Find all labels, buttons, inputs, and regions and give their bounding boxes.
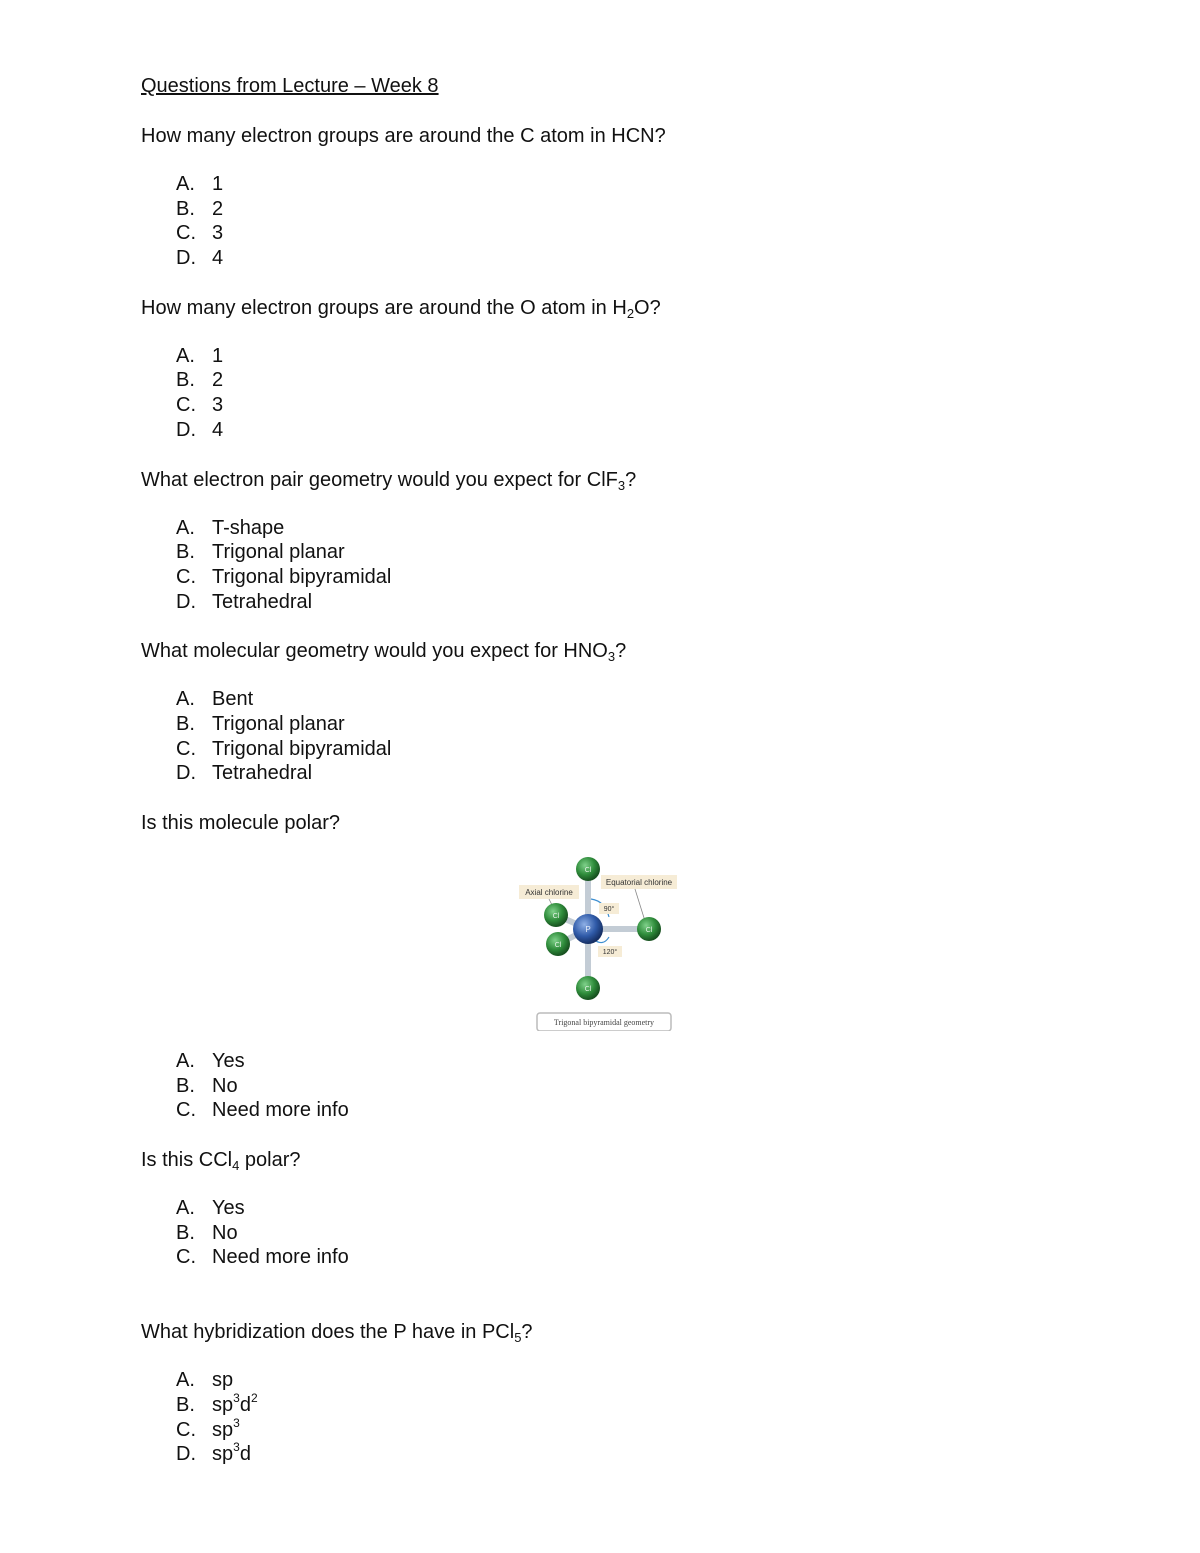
atom-cl-back xyxy=(544,903,568,927)
svg-text:Cl: Cl xyxy=(552,913,560,920)
option-c: C. Trigonal bipyramidal xyxy=(176,737,392,760)
option-c: C. 3 xyxy=(176,222,224,245)
document-title: Questions from Lecture – Week 8 xyxy=(141,75,439,97)
option-b: B. No xyxy=(176,1221,238,1244)
question-text: Is this molecule polar? xyxy=(141,812,340,834)
option-c: C. Need more info xyxy=(176,1099,349,1122)
atom-cl-front xyxy=(546,932,570,956)
question-text: Is this CCl$_4$ polar? xyxy=(141,1149,301,1174)
answer-options xyxy=(141,516,1101,615)
svg-text:Cl: Cl xyxy=(584,986,592,993)
option-c: C. Need more info xyxy=(176,1246,349,1269)
atom-cl-top xyxy=(576,857,600,881)
answer-options xyxy=(141,1196,1101,1270)
svg-text:Cl: Cl xyxy=(645,927,653,934)
option-a: A. Yes xyxy=(176,1050,245,1072)
question-6 xyxy=(141,1146,1101,1270)
axial-label: Axial chlorine xyxy=(525,888,573,897)
option-a: A. Yes xyxy=(176,1197,245,1220)
option-a: A. 1 xyxy=(176,173,224,195)
angle-90-label: 90° xyxy=(603,906,615,913)
option-d: D. 4 xyxy=(176,418,224,441)
question-4 xyxy=(141,637,1101,786)
option-c: C. Trigonal bipyramidal xyxy=(176,565,392,588)
molecule-figure xyxy=(141,851,1101,1031)
document-page xyxy=(141,72,1101,1490)
svg-text:Cl: Cl xyxy=(584,867,592,874)
option-d: D. Tetrahedral xyxy=(176,762,313,785)
question-text: What electron pair geometry would you expect for ClF$_3$? xyxy=(141,468,637,493)
option-d: D. $sp^3d$ xyxy=(176,1440,251,1466)
question-text: What hybridization does the P have in PCl$_5$? xyxy=(141,1321,533,1346)
option-a: A. sp xyxy=(176,1369,234,1392)
option-a: A. Bent xyxy=(176,688,254,711)
option-d: D. 4 xyxy=(176,247,224,270)
question-text: How many electron groups are around the O atom in $H_2O$? xyxy=(141,296,661,321)
question-7 xyxy=(141,1318,1101,1467)
question-3 xyxy=(141,466,1101,615)
equatorial-pointer xyxy=(635,889,645,921)
option-b: B. No xyxy=(176,1074,238,1097)
option-b: B. Trigonal planar xyxy=(176,541,345,564)
svg-text:Cl: Cl xyxy=(554,942,562,949)
atom-cl-bottom xyxy=(576,976,600,1000)
atom-p-center xyxy=(573,914,603,944)
question-5 xyxy=(141,809,1101,1123)
option-b: B. 2 xyxy=(176,369,224,392)
option-b: B. $sp^3d^2$ xyxy=(176,1390,258,1416)
question-text: What molecular geometry would you expect for $HNO_3$? xyxy=(141,640,627,665)
question-text: How many electron groups are around the C atom in HCN? xyxy=(141,125,666,147)
answer-options xyxy=(141,172,1101,271)
answer-options xyxy=(141,1368,1101,1467)
option-a: A. T-shape xyxy=(176,516,285,539)
equatorial-label: Equatorial chlorine xyxy=(605,878,673,887)
svg-text:P: P xyxy=(585,925,591,934)
option-b: B. 2 xyxy=(176,197,224,220)
atom-cl-right xyxy=(637,917,661,941)
option-c: C. 3 xyxy=(176,394,224,417)
option-d: D. Tetrahedral xyxy=(176,590,313,613)
option-b: B. Trigonal planar xyxy=(176,712,345,735)
angle-120-label: 120° xyxy=(602,949,618,956)
trigonal-bipyramidal-diagram xyxy=(513,851,683,1031)
option-c: C. $sp^3$ xyxy=(176,1415,240,1441)
question-2 xyxy=(141,294,1101,443)
answer-options xyxy=(141,687,1101,786)
figure-caption: Trigonal bipyramidal geometry xyxy=(553,1018,655,1027)
question-1 xyxy=(141,122,1101,271)
spacer xyxy=(141,1293,1101,1318)
answer-options xyxy=(141,1049,1101,1123)
answer-options xyxy=(141,344,1101,443)
option-a: A. 1 xyxy=(176,344,224,367)
